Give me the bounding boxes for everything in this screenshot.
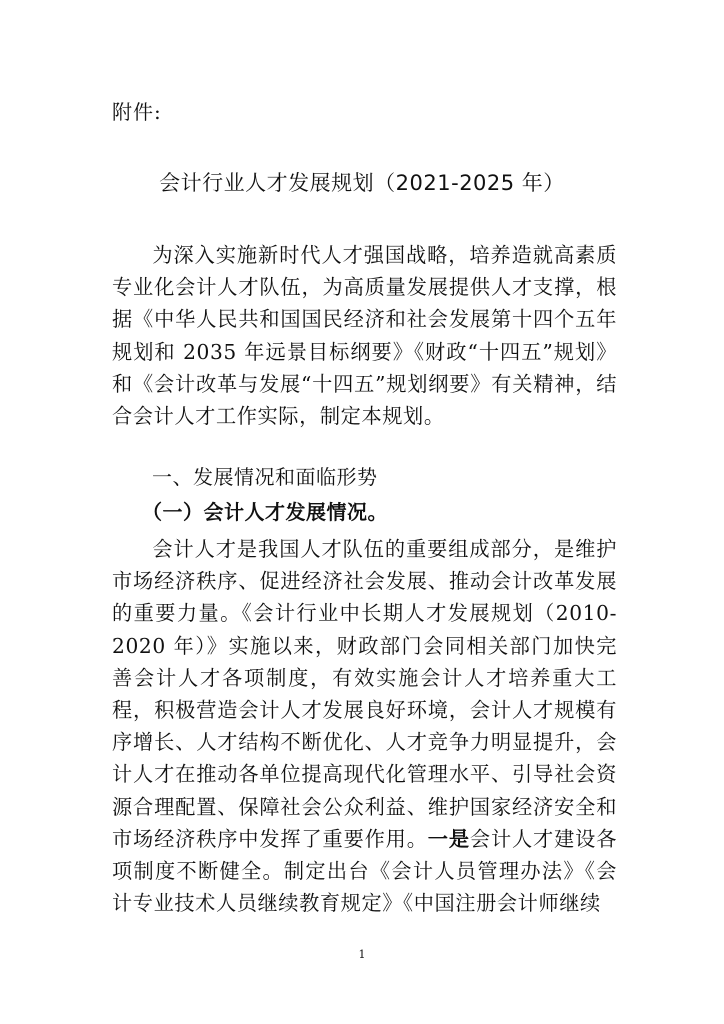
subsection-heading: （一）会计人才发展情况。: [142, 500, 388, 524]
attachment-label: 附件:: [112, 100, 162, 124]
section-heading: 一、发展情况和面临形势: [152, 465, 378, 489]
page-number: 1: [358, 948, 366, 961]
body-paragraph: [112, 533, 617, 919]
document-title: 会计行业人才发展规划（2021-2025 年）: [159, 171, 565, 195]
body-paragraph-text-after: 会计人才建设各项制度不断健全。制定出台《会计人员管理办法》《会计专业技术人员继续教育规定》《中国注册会计师继续: [112, 826, 617, 916]
body-paragraph-text-before: 会计人才是我国人才队伍的重要组成部分，是维护市场经济秩序、促进经济社会发展、推动会计改革发展的重要力量。《会计行业中长期人才发展规划（2010-2020 年）》实施以来，财政部门会同相关部门加快完善会计人才各项制度，有效实施会计人才培养重大工程，积极营造会计人才发展良好环境，会计人才规模有序增长、人才结构不断优化、人才竞争力明显提升，会计人才在推动各单位提高现代化管理水平、引导社会资源合理配置、保障社会公众利益、维护国家经济安全和市场经济秩序中发挥了重要作用。: [112, 537, 617, 851]
body-paragraph-emphasis: 一是: [427, 826, 470, 851]
intro-paragraph: 为深入实施新时代人才强国战略，培养造就高素质专业化会计人才队伍，为高质量发展提供人才支撑，根据《中华人民共和国国民经济和社会发展第十四个五年规划和 2035 年远景目标纲要》《财政“十四五”规划》和《会计改革与发展“十四五”规划纲要》有关精神，结合会计人才工作实际，制定本规划。: [112, 243, 617, 429]
